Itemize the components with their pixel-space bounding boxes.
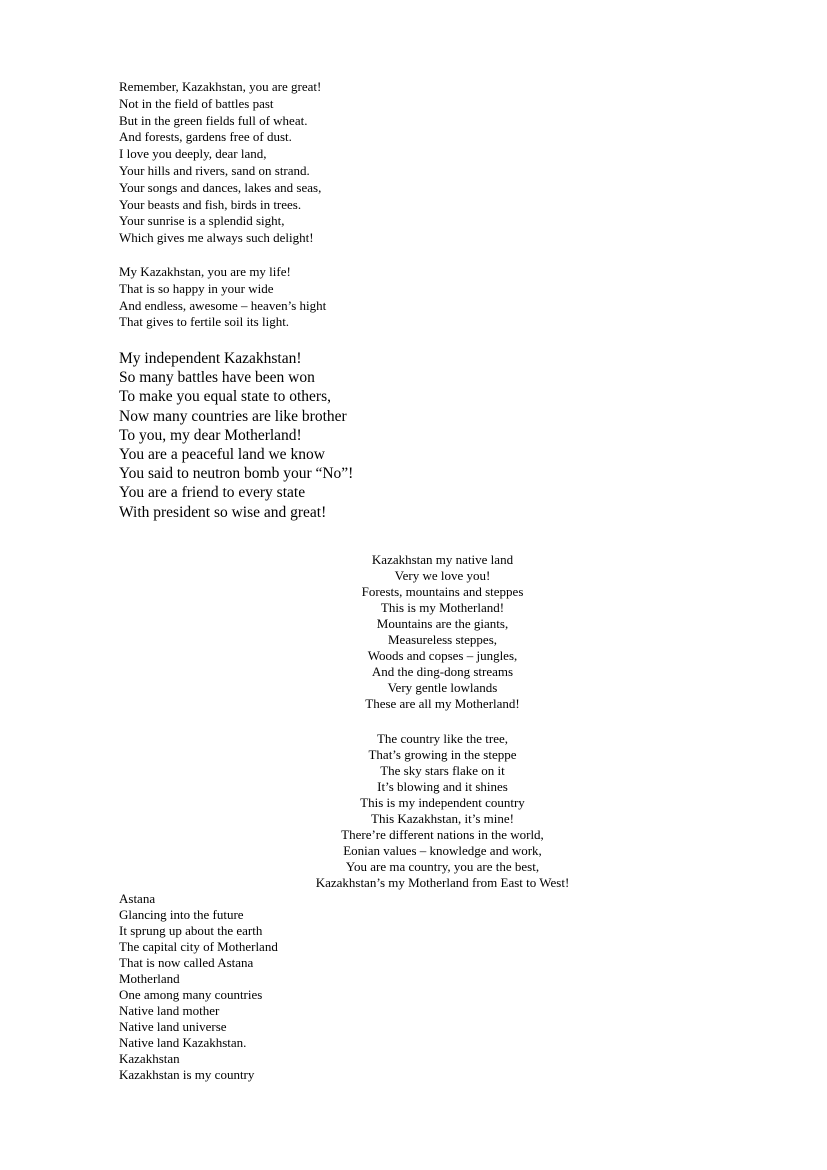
poem-line: Native land universe — [119, 1019, 227, 1034]
poem-line: Forests, mountains and steppes — [361, 584, 524, 599]
poem-line: Native land mother — [119, 1003, 220, 1018]
poem-line: There’re different nations in the world, — [341, 827, 544, 842]
stanza-gap — [119, 247, 326, 264]
poem-line: Remember, Kazakhstan, you are great! — [119, 79, 322, 94]
poem-line: Now many countries are like brother — [119, 407, 347, 425]
poem-line: Which gives me always such delight! — [119, 230, 314, 246]
poem-line: Very we love you! — [394, 568, 491, 583]
stanza-gap — [240, 712, 645, 731]
poem-line: And forests, gardens free of dust. — [119, 129, 292, 145]
poem-line: Mountains are the giants, — [376, 616, 509, 631]
poem-line: This is my independent country — [360, 795, 525, 810]
poem-line: That is so happy in your wide — [119, 280, 274, 296]
poem-line: Kazakhstan my native land — [371, 552, 514, 567]
poem-line: That is now called Astana — [119, 955, 254, 970]
stanza — [119, 264, 326, 331]
poem-line: Glancing into the future — [119, 907, 244, 922]
poem-line: One among many countries — [119, 987, 263, 1002]
poem-line: It sprung up about the earth — [119, 923, 263, 938]
poem-line: And endless, awesome – heaven’s hight — [119, 297, 327, 313]
poem-line: This Kazakhstan, it’s mine! — [371, 811, 514, 826]
poem-line: You said to neutron bomb your “No”! — [119, 465, 354, 483]
poem-line: Not in the field of battles past — [119, 95, 274, 111]
poem-line: And the ding-dong streams — [371, 664, 514, 679]
stanza — [240, 552, 645, 712]
poem-line: Eonian values – knowledge and work, — [343, 843, 542, 858]
poem-native-land — [240, 552, 645, 891]
poem-independent-kazakhstan — [119, 349, 353, 522]
poem-line: Woods and copses – jungles, — [367, 648, 518, 663]
poem-astana-motherland — [119, 891, 278, 1083]
stanza — [119, 79, 326, 247]
poem-line: Your hills and rivers, sand on strand. — [119, 162, 310, 178]
poem-line: The country like the tree, — [376, 731, 509, 746]
poem-line: Your sunrise is a splendid sight, — [119, 213, 285, 229]
poem-line: These are all my Motherland! — [365, 696, 520, 711]
poem-line: The sky stars flake on it — [380, 763, 505, 778]
poem-line: You are ma country, you are the best, — [345, 859, 540, 874]
poem-line: To you, my dear Motherland! — [119, 426, 302, 444]
poem-line: Kazakhstan is my country — [119, 1067, 255, 1082]
poem-remember-kazakhstan — [119, 79, 326, 331]
poem-line: That gives to fertile soil its light. — [119, 314, 290, 330]
poem-line: Astana — [119, 891, 156, 906]
poem-line: Your songs and dances, lakes and seas, — [119, 179, 322, 195]
poem-line: Native land Kazakhstan. — [119, 1035, 247, 1050]
stanza — [240, 731, 645, 891]
poem-line: Very gentle lowlands — [387, 680, 498, 695]
poem-line: With president so wise and great! — [119, 503, 327, 521]
poem-line: This is my Motherland! — [380, 600, 505, 615]
poem-line: You are a peaceful land we know — [119, 446, 325, 464]
poem-line: So many battles have been won — [119, 369, 315, 387]
poem-line: My independent Kazakhstan! — [119, 350, 302, 367]
poem-line: That’s growing in the steppe — [368, 747, 517, 762]
poem-line: The capital city of Motherland — [119, 939, 278, 954]
poem-line: But in the green fields full of wheat. — [119, 112, 308, 128]
poem-line: Kazakhstan — [119, 1051, 180, 1066]
poem-line: I love you deeply, dear land, — [119, 146, 267, 162]
poem-line: You are a friend to every state — [119, 484, 306, 502]
poem-line: Measureless steppes, — [387, 632, 498, 647]
poem-line: My Kazakhstan, you are my life! — [119, 263, 291, 279]
poem-line: Your beasts and fish, birds in trees. — [119, 196, 302, 212]
poem-line: Motherland — [119, 971, 180, 986]
poem-line: It’s blowing and it shines — [377, 779, 508, 794]
poem-line: To make you equal state to others, — [119, 388, 331, 406]
poem-line: Kazakhstan’s my Motherland from East to West! — [315, 875, 570, 890]
